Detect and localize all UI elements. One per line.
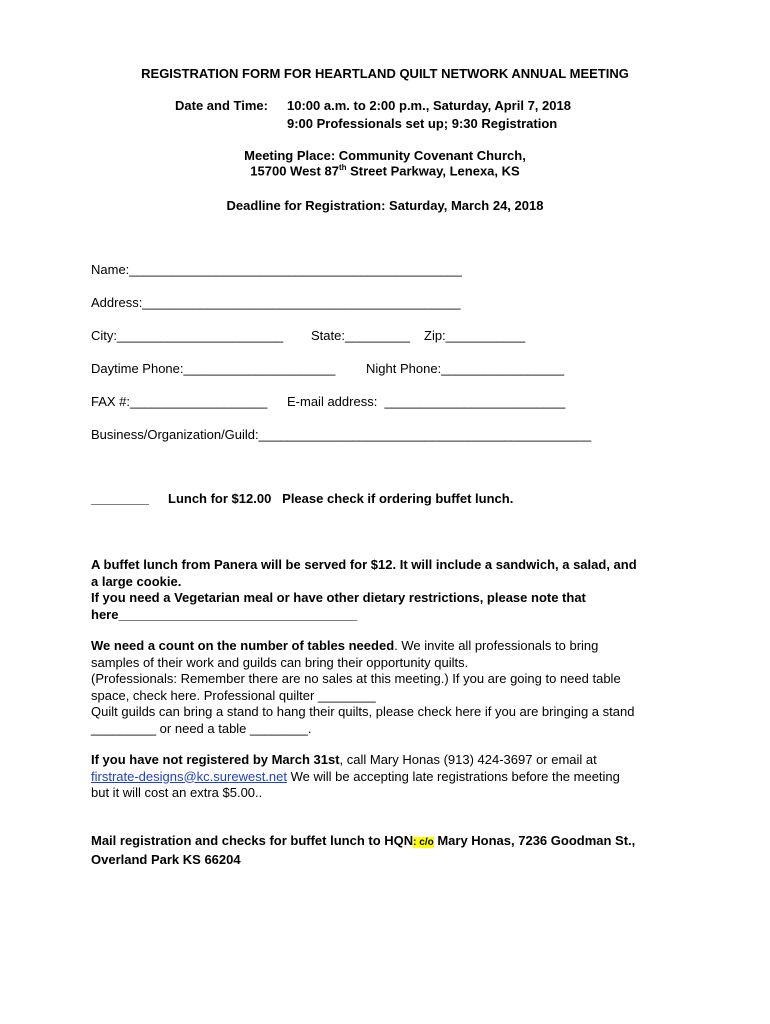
tables-line-1: . We invite all professionals to bring	[394, 638, 599, 653]
contact-line: , call Mary Honas (913) 424-3697 or email at	[339, 752, 597, 767]
name-field[interactable]: Name:______________________________________________	[91, 262, 462, 277]
mail-line-1a: Mail registration and checks for buffet lunch to HQN	[91, 833, 414, 848]
tables-line-3: (Professionals: Remember there are no sales at this meeting.) If you are going to need table	[91, 671, 621, 686]
tables-heading: We need a count on the number of tables needed	[91, 638, 395, 653]
mail-instructions	[91, 833, 691, 868]
professional-quilter-check[interactable]: space, check here. Professional quilter ________	[91, 687, 376, 703]
meeting-address-street: 15700 West 87	[250, 163, 339, 179]
meeting-place-line-1: Meeting Place: Community Covenant Church,	[244, 148, 526, 163]
meeting-place-line-2	[0, 163, 770, 178]
stand-table-check[interactable]: _________ or need a table ________.	[91, 720, 312, 736]
tables-paragraph	[91, 638, 691, 737]
city-field[interactable]: City:_______________________	[91, 328, 284, 343]
buffet-lunch-paragraph	[91, 557, 691, 623]
date-time-line-1: 10:00 a.m. to 2:00 p.m., Saturday, April 7, 2018	[287, 98, 571, 113]
buffet-line-1: A buffet lunch from Panera will be served for $12. It will include a sandwich, a salad, and	[91, 557, 637, 572]
email-field[interactable]: E-mail address: _________________________	[287, 394, 566, 409]
lunch-check-blank[interactable]: ________	[91, 491, 149, 506]
care-of-highlight: : c/o	[413, 837, 434, 848]
fax-field[interactable]: FAX #:___________________	[91, 394, 268, 409]
registration-deadline: Deadline for Registration: Saturday, March 24, 2018	[226, 198, 544, 213]
ordinal-suffix: th	[338, 163, 347, 172]
buffet-line-2: a large cookie.	[91, 573, 182, 589]
late-fee-line: but it will cost an extra $5.00..	[91, 785, 263, 800]
mail-line-2: Overland Park KS 66204	[91, 851, 241, 867]
lunch-order-label: Lunch for $12.00 Please check if ordering buffet lunch.	[168, 491, 514, 506]
date-time-line-2: 9:00 Professionals set up; 9:30 Registration	[287, 116, 558, 131]
date-time-label: Date and Time:	[175, 98, 268, 113]
mail-line-1b: Mary Honas, 7236 Goodman St.,	[433, 833, 636, 848]
address-field[interactable]: Address:____________________________________________	[91, 295, 461, 310]
late-registration-note: We will be accepting late registrations before the meeting	[287, 768, 620, 784]
business-organization-field[interactable]: Business/Organization/Guild:______________________________________________	[91, 427, 592, 442]
dietary-line: If you need a Vegetarian meal or have other dietary restrictions, please note that	[91, 590, 586, 605]
email-link[interactable]: firstrate-designs@kc.surewest.net	[91, 768, 287, 784]
state-field[interactable]: State:_________	[311, 328, 411, 343]
zip-field[interactable]: Zip:___________	[424, 328, 526, 343]
night-phone-field[interactable]: Night Phone:_________________	[366, 361, 565, 376]
dietary-note-field[interactable]: here_________________________________	[91, 606, 358, 622]
late-registration-paragraph	[91, 752, 691, 802]
date-time-block	[175, 97, 571, 133]
daytime-phone-field[interactable]: Daytime Phone:_____________________	[91, 361, 336, 376]
tables-line-2: samples of their work and guilds can bring their opportunity quilts.	[91, 654, 469, 670]
late-registration-heading: If you have not registered by March 31st	[91, 752, 340, 767]
tables-line-5: Quilt guilds can bring a stand to hang their quilts, please check here if you are bringing a stand	[91, 704, 635, 719]
meeting-address-city: Street Parkway, Lenexa, KS	[346, 163, 520, 179]
form-title: REGISTRATION FORM FOR HEARTLAND QUILT NETWORK ANNUAL MEETING	[141, 66, 629, 81]
